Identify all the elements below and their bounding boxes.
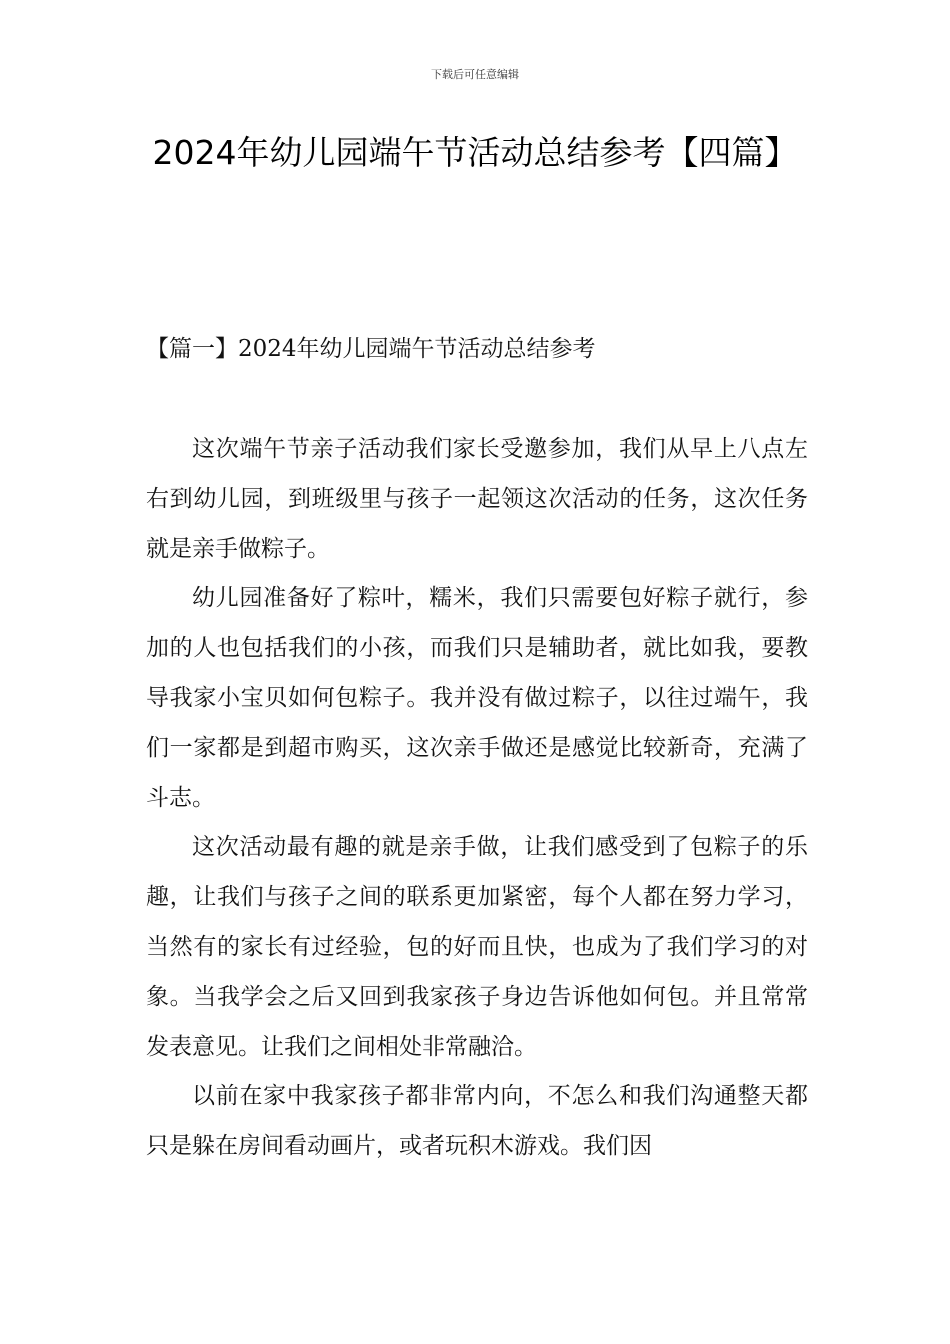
paragraph: 这次活动最有趣的就是亲手做，让我们感受到了包粽子的乐趣，让我们与孩子之间的联系更加紧密，每个人都在努力学习，当然有的家长有过经验，包的好而且快，也成为了我们学习的对象。当我学会之后又回到我家孩子身边告诉他如何包。并且常常发表意见。让我们之间相处非常融洽。 <box>146 834 808 1060</box>
header-note: 下载后可任意编辑 <box>431 68 519 81</box>
paragraph: 以前在家中我家孩子都非常内向，不怎么和我们沟通整天都只是躲在房间看动画片，或者玩积木游戏。我们因 <box>146 1083 808 1160</box>
paragraph: 这次端午节亲子活动我们家长受邀参加，我们从早上八点左右到幼儿园，到班级里与孩子一起领这次活动的任务，这次任务就是亲手做粽子。 <box>146 436 808 562</box>
body-text <box>146 425 808 1172</box>
section-heading: 【篇一】2024年幼儿园端午节活动总结参考 <box>146 336 596 362</box>
document-title: 2024年幼儿园端午节活动总结参考【四篇】 <box>152 133 798 172</box>
paragraph: 幼儿园准备好了粽叶，糯米，我们只需要包好粽子就行，参加的人也包括我们的小孩，而我们只是辅助者，就比如我，要教导我家小宝贝如何包粽子。我并没有做过粽子，以往过端午，我们一家都是到超市购买，这次亲手做还是感觉比较新奇，充满了斗志。 <box>146 585 808 811</box>
